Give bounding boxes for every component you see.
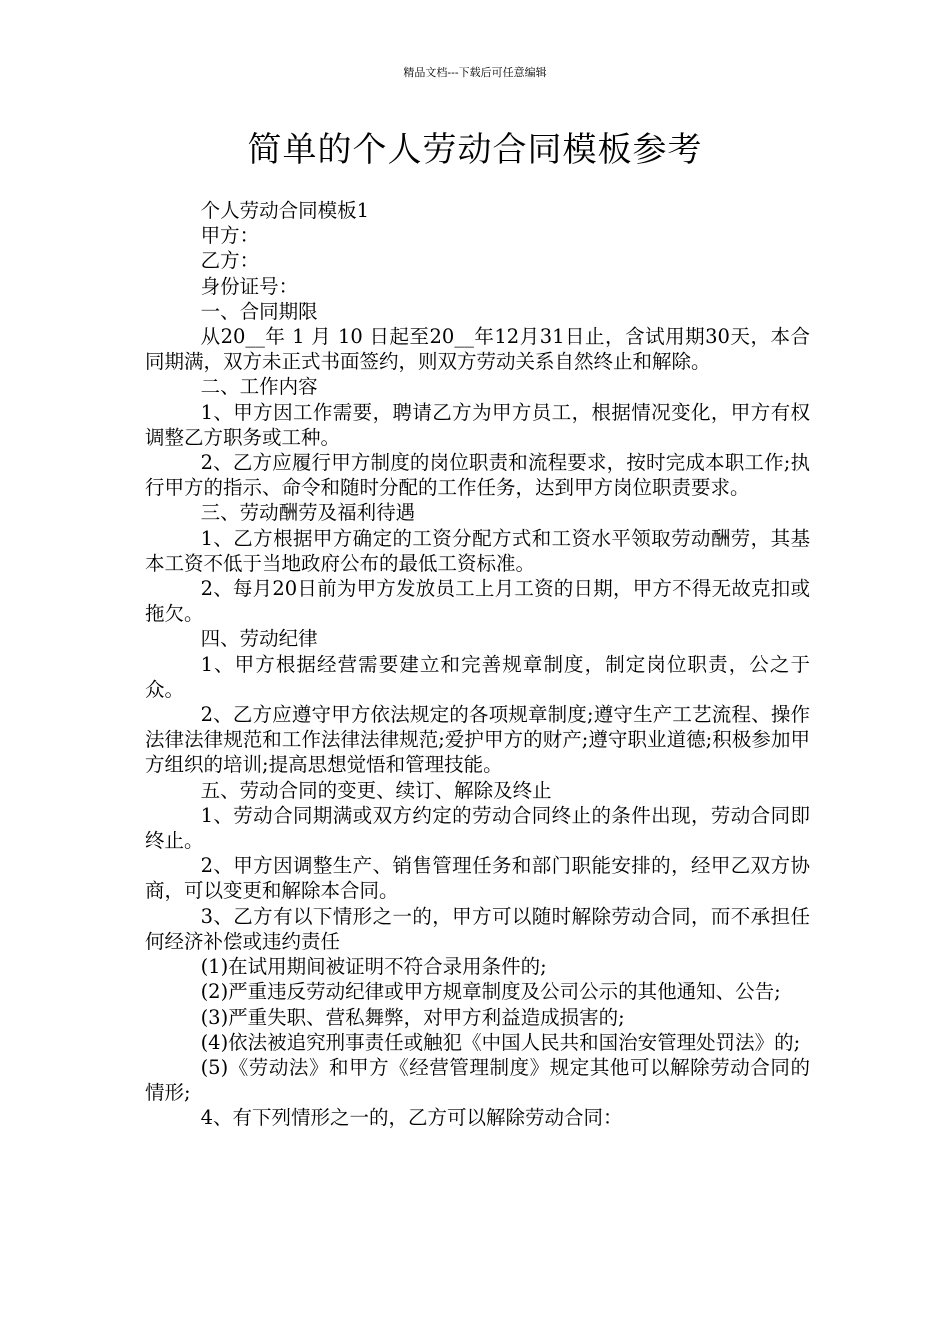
term-paragraph: 从20__年 1 月 10 日起至20__年12月31日止，含试用期30天，本合同期满，双方未正式书面签约，则双方劳动关系自然终止和解除。 [145, 325, 810, 374]
termination-subitem-3: (3)严重失职、营私舞弊，对甲方利益造成损害的; [200, 1005, 625, 1029]
section-heading-work-content: 二、工作内容 [200, 375, 318, 399]
remuneration-item-1: 1、乙方根据甲方确定的工资分配方式和工资水平领取劳动酬劳，其基本工资不低于当地政府公布的最低工资标准。 [145, 526, 810, 575]
discipline-item-1: 1、甲方根据经营需要建立和完善规章制度，制定岗位职责，公之于众。 [145, 652, 810, 701]
section-heading-change-termination: 五、劳动合同的变更、续订、解除及终止 [200, 778, 552, 802]
termination-subitem-5: (5)《劳动法》和甲方《经营管理制度》规定其他可以解除劳动合同的情形; [145, 1055, 810, 1105]
page-header-note: 精品文档---下载后可任意编辑 [403, 66, 547, 79]
work-content-item-2: 2、乙方应履行甲方制度的岗位职责和流程要求，按时完成本职工作;执行甲方的指示、命令和随时分配的工作任务，达到甲方岗位职责要求。 [145, 451, 810, 500]
work-content-item-1: 1、甲方因工作需要，聘请乙方为甲方员工，根据情况变化，甲方有权调整乙方职务或工种。 [145, 400, 810, 449]
termination-item-1: 1、劳动合同期满或双方约定的劳动合同终止的条件出现，劳动合同即终止。 [145, 803, 810, 853]
termination-subitem-4: (4)依法被追究刑事责任或触犯《中国人民共和国治安管理处罚法》的; [200, 1030, 801, 1054]
termination-subitem-1: (1)在试用期间被证明不符合录用条件的; [200, 955, 547, 979]
termination-item-2: 2、甲方因调整生产、销售管理任务和部门职能安排的，经甲乙双方协商，可以变更和解除本合同。 [145, 854, 810, 903]
termination-item-3: 3、乙方有以下情形之一的，甲方可以随时解除劳动合同，而不承担任何经济补偿或违约责任 [145, 904, 810, 953]
remuneration-item-2: 2、每月20日前为甲方发放员工上月工资的日期，甲方不得无故克扣或拖欠。 [145, 577, 810, 626]
party-b-line: 乙方： [200, 249, 260, 273]
document-body [145, 198, 810, 1131]
section-heading-discipline: 四、劳动纪律 [200, 627, 318, 651]
id-number-line: 身份证号： [200, 274, 299, 298]
discipline-item-2: 2、乙方应遵守甲方依法规定的各项规章制度;遵守生产工艺流程、操作法律法律规范和工作法律法律规范;爱护甲方的财产;遵守职业道德;积极参加甲方组织的培训;提高思想觉悟和管理技能。 [145, 703, 810, 777]
contract-subtitle: 个人劳动合同模板1 [200, 199, 369, 222]
termination-subitem-2: (2)严重违反劳动纪律或甲方规章制度及公司公示的其他通知、公告; [200, 980, 781, 1004]
termination-item-4: 4、有下列情形之一的，乙方可以解除劳动合同： [200, 1106, 623, 1130]
document-title: 简单的个人劳动合同模板参考 [247, 130, 703, 170]
party-a-line: 甲方： [200, 224, 260, 248]
section-heading-term: 一、合同期限 [200, 299, 318, 323]
section-heading-remuneration: 三、劳动酬劳及福利待遇 [200, 501, 416, 525]
